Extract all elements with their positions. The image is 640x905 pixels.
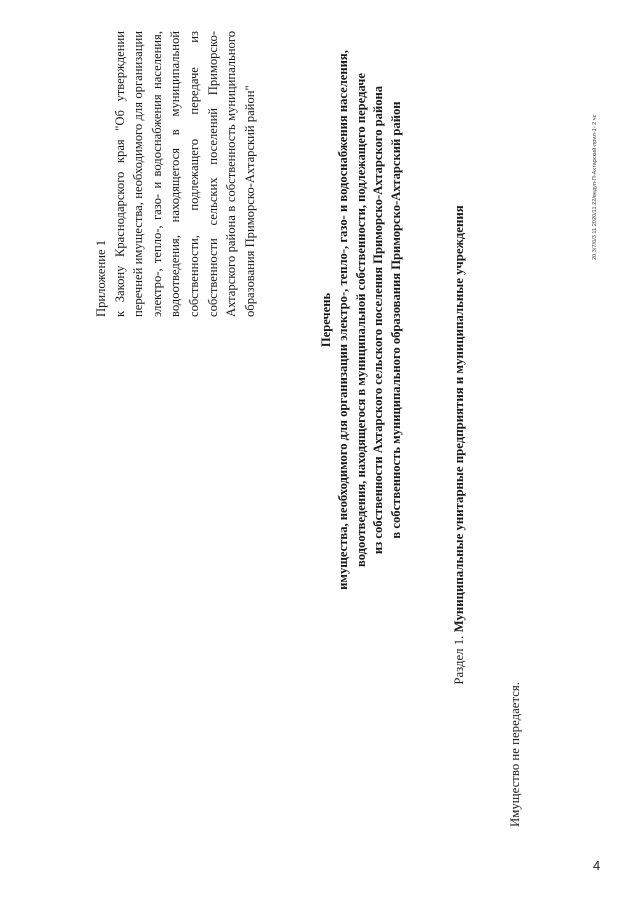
title-line-5: в собственность муниципального образования Приморско-Ахтарский район <box>388 101 403 539</box>
appendix-heading: Приложение 1 <box>94 239 108 317</box>
section-label: Раздел 1. <box>452 635 466 685</box>
rotated-page-content <box>0 5 630 885</box>
appendix-text: к Закону Краснодарского края "Об утверждении перечней имущества, необходимого для организации электро-, тепло-, газо- и водоснабжения населения, водоотведения, находящегося в муниципальной собственности, подлежащего передаче из собственности сельских поселений Приморско-Ахтарского района в собственность муниципального образования Приморско-Ахтарский район" <box>112 31 257 317</box>
file-stamp: 20.3/7/0/3 11.2020/11.22/ведуп-П-Ахтарский-прил-1- 2 чс <box>592 114 598 260</box>
appendix-block <box>92 31 259 317</box>
section-heading <box>452 5 467 885</box>
title-line-2: имущества, необходимого для организации электро-, тепло-, газо- и водоснабжения населения, <box>336 50 351 590</box>
document-title <box>318 15 405 625</box>
page-number: 4 <box>593 858 601 873</box>
title-line-3: водоотведения, находящегося в муниципальной собственности, подлежащего передаче <box>353 73 368 567</box>
title-line-4: из собственности Ахтарского сельского поселения Приморско-Ахтарского района <box>371 85 386 555</box>
section-name: Муниципальные унитарные предприятия и муниципальные учреждения <box>452 205 466 633</box>
transfer-note: Имущество не передается. <box>508 682 522 827</box>
title-line-1: Перечень <box>319 292 333 348</box>
